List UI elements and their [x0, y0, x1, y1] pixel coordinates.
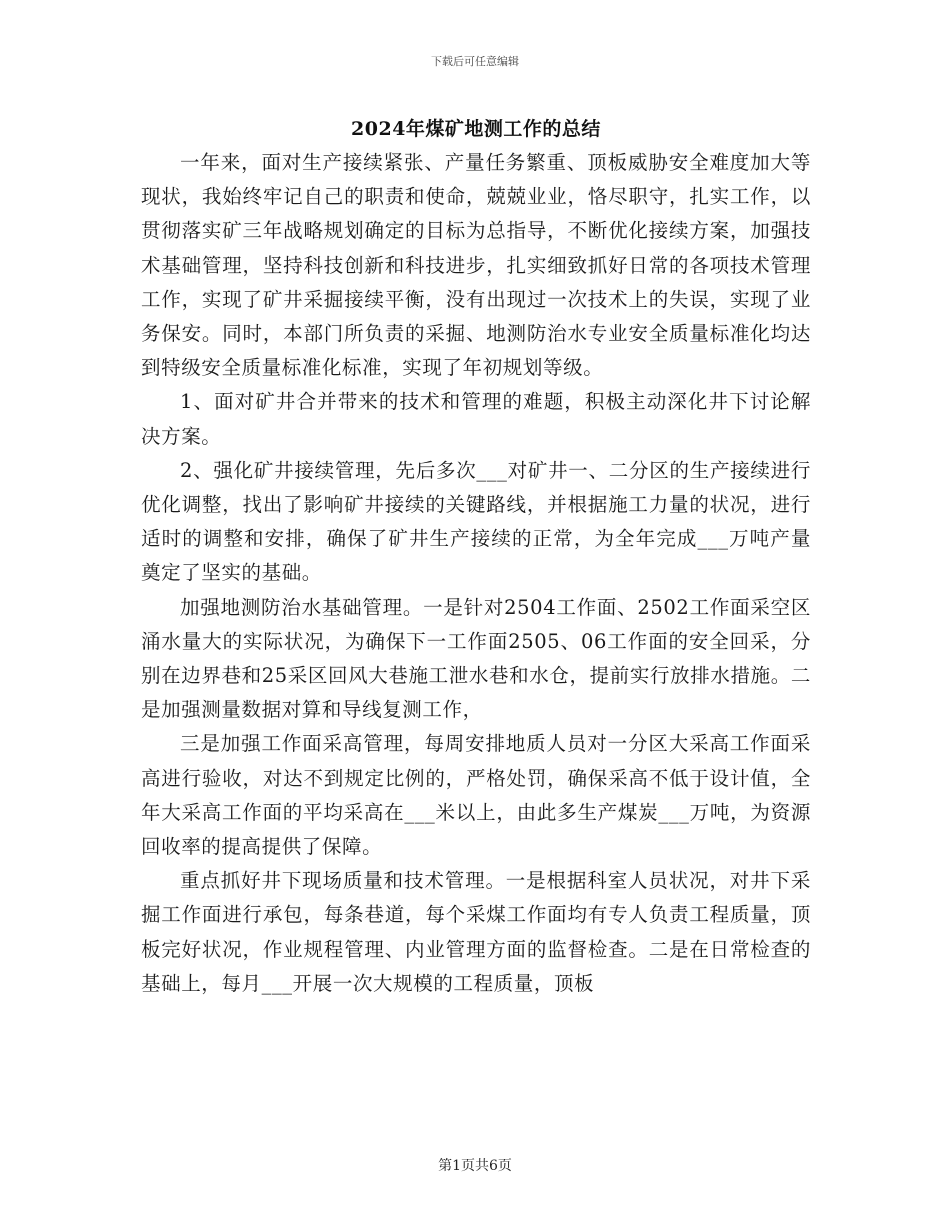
- paragraph-site-quality: 重点抓好井下现场质量和技术管理。一是根据科室人员状况，对井下采掘工作面进行承包，每条巷道，每个采煤工作面均有专人负责工程质量，顶板完好状况，作业规程管理、内业管理方面的监督检查。二是在日常检查的基础上，每月___开展一次大规模的工程质量，顶板: [141, 869, 811, 995]
- paragraph-item-2: 2、强化矿井接续管理，先后多次___对矿井一、二分区的生产接续进行优化调整，找出了影响矿井接续的关键路线，并根据施工力量的状况，进行适时的调整和安排，确保了矿井生产接续的正常，为全年完成___万吨产量奠定了坚实的基础。: [141, 458, 811, 585]
- paragraph-water-control: 加强地测防治水基础管理。一是针对2504工作面、2502工作面采空区涌水量大的实际状况，为确保下一工作面2505、06工作面的安全回采，分别在边界巷和25采区回风大巷施工泄水巷和水仓，提前实行放排水措施。二是加强测量数据对算和导线复测工作，: [141, 595, 811, 722]
- paragraph-intro: 一年来，面对生产接续紧张、产量任务繁重、顶板威胁安全难度加大等现状，我始终牢记自己的职责和使命，兢兢业业，恪尽职守，扎实工作，以贯彻落实矿三年战略规划确定的目标为总指导，不断优化接续方案，加强技术基础管理，坚持科技创新和科技进步，扎实细致抓好日常的各项技术管理工作，实现了矿井采掘接续平衡，没有出现过一次技术上的失误，实现了业务保安。同时，本部门所负责的采掘、地测防治水专业安全质量标准化均达到特级安全质量标准化标准，实现了年初规划等级。: [141, 151, 811, 380]
- page-number: 第1页共6页: [438, 1158, 512, 1174]
- header-note: 下载后可任意编辑: [431, 55, 519, 68]
- document-title: 2024年煤矿地测工作的总结: [351, 118, 601, 140]
- paragraph-item-1: 1、面对矿井合并带来的技术和管理的难题，积极主动深化井下讨论解决方案。: [141, 390, 811, 448]
- document-body: [141, 112, 811, 1001]
- paragraph-mining-height: 三是加强工作面采高管理，每周安排地质人员对一分区大采高工作面采高进行验收，对达不到规定比例的，严格处罚，确保采高不低于设计值，全年大采高工作面的平均采高在___米以上，由此多生产煤炭___万吨，为资源回收率的提高提供了保障。: [141, 732, 811, 859]
